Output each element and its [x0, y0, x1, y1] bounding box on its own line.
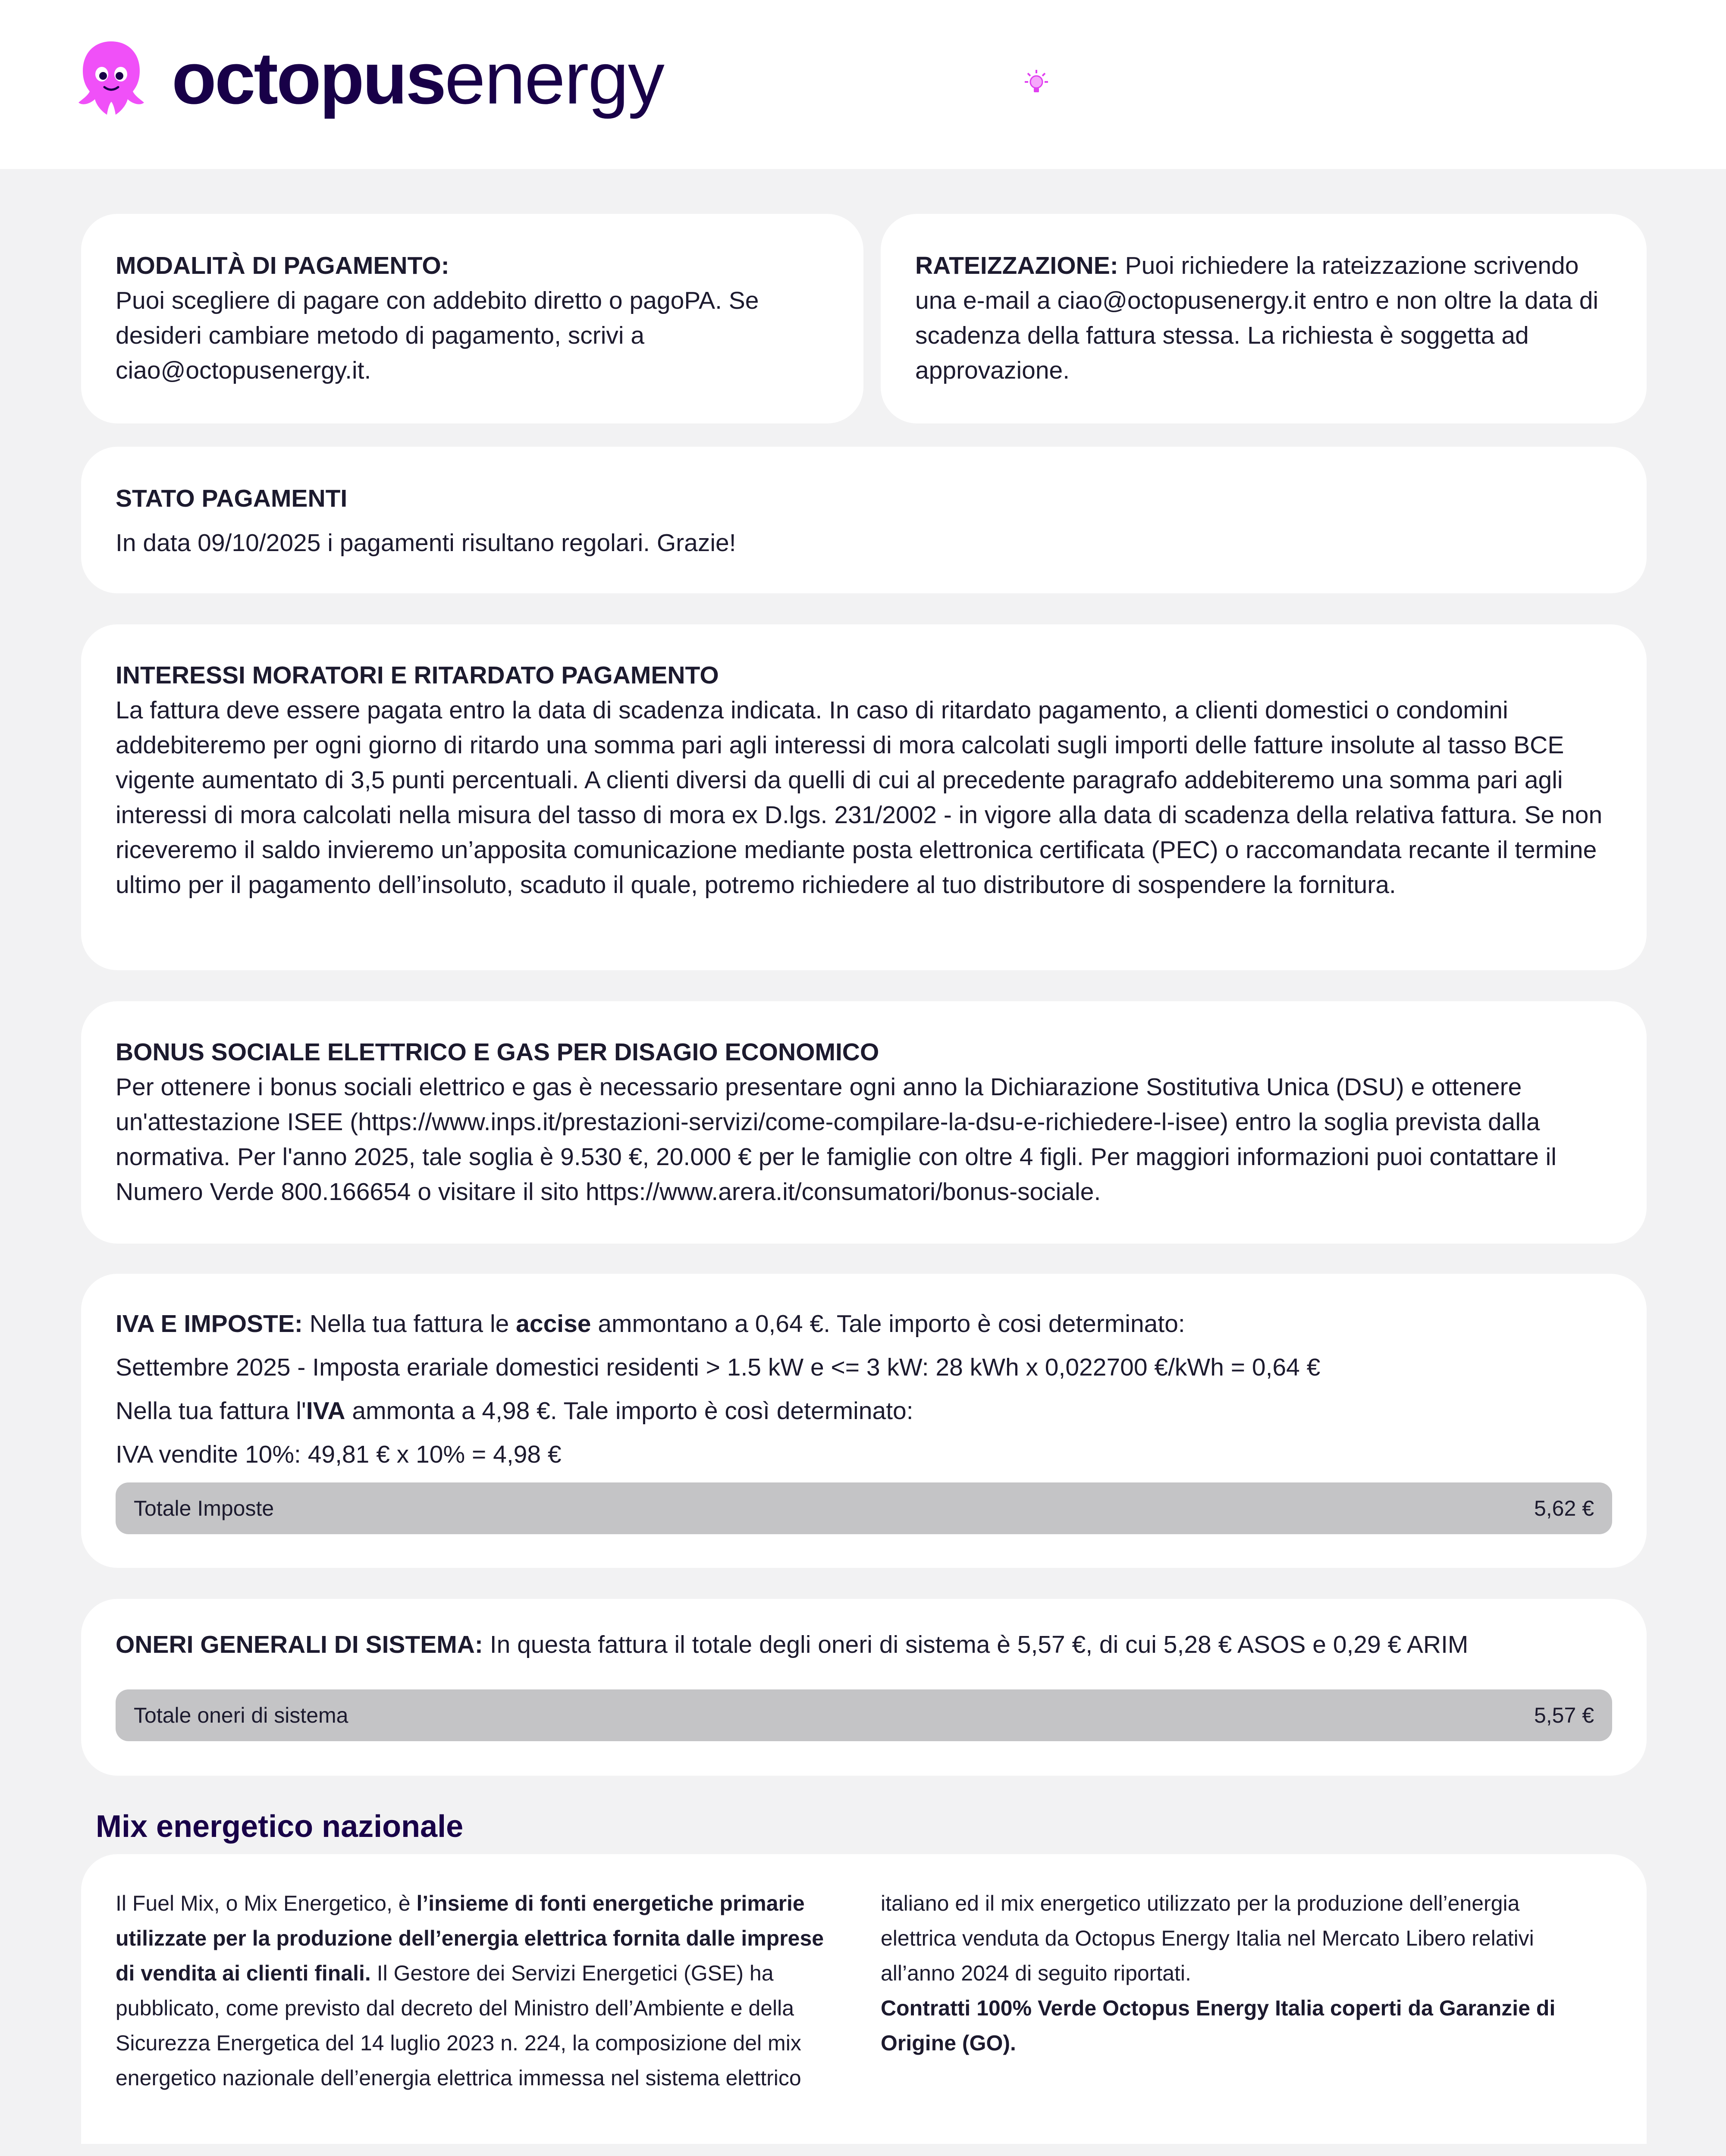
payment-status-card	[81, 447, 1647, 593]
system-charges-total-bar	[116, 1689, 1612, 1741]
late-interest-text: La fattura deve essere pagata entro la data di scadenza indicata. In caso di ritardato pagamento, a clienti domestici o condomini addebiteremo per ogni giorno di ritardo una somma pari agli interessi di mora calcolati sugli importi delle fatture insolute al tasso BCE vigente aumentato di 3,5 punti percentuali. A clienti diversi da quelli di cui al precedente paragrafo addebiteremo una somma pari agli interessi di mora calcolati nella misura del tasso di mora ex D.lgs. 231/2002 - in vigore alla data di scadenza della relativa fattura. Se non riceveremo il saldo invieremo un’apposita comunicazione mediante posta elettronica certificata (PEC) o raccomandata recante il termine ultimo per il pagamento dell’insoluto, scaduto il quale, potremo richiedere al tuo distributore di sospendere la fornitura.	[116, 696, 1603, 899]
social-bonus-card	[81, 1001, 1647, 1244]
system-charges-total-value: 5,57 €	[1534, 1703, 1594, 1727]
taxes-card	[81, 1274, 1647, 1568]
green-contracts-note: Contratti 100% Verde Octopus Energy Italia coperti da Garanzie di Origine (GO).	[881, 1996, 1556, 2055]
system-charges-card	[81, 1599, 1647, 1776]
payment-method-card	[81, 214, 863, 423]
payment-status-heading: STATO PAGAMENTI	[116, 485, 348, 512]
taxes-total-label: Totale Imposte	[134, 1496, 274, 1520]
system-charges-heading: ONERI GENERALI DI SISTEMA:	[116, 1631, 483, 1658]
energy-mix-title: Mix energetico nazionale	[96, 1809, 464, 1844]
taxes-excise-line: IVA E IMPOSTE: Nella tua fattura le accise ammontano a 0,64 €. Tale importo è cosi determinato:	[116, 1310, 1185, 1338]
taxes-vat-line: Nella tua fattura l'IVA ammonta a 4,98 €. Tale importo è così determinato:	[116, 1397, 913, 1425]
late-interest-card	[81, 624, 1647, 970]
taxes-total-value: 5,62 €	[1534, 1496, 1594, 1520]
lightbulb-icon	[1021, 67, 1051, 102]
logo-wordmark: octopusenergy	[172, 38, 664, 119]
taxes-vat-calc: IVA vendite 10%: 49,81 € x 10% = 4,98 €	[116, 1441, 562, 1468]
social-bonus-heading: BONUS SOCIALE ELETTRICO E GAS PER DISAGIO ECONOMICO	[116, 1038, 879, 1066]
social-bonus-text: Per ottenere i bonus sociali elettrico e gas è necessario presentare ogni anno la Dichiarazione Sostitutiva Unica (DSU) e ottenere un'attestazione ISEE (https://www.inps.it/prestazioni-servizi/come-compilare-la-dsu-e-richiedere-l-isee) entro la soglia prevista dalla normativa. Per l'anno 2025, tale soglia è 9.530 €, 20.000 € per le famiglie con oltre 4 figli. Per maggiori informazioni puoi contattare il Numero Verde 800.166654 o visitare il sito https://www.arera.it/consumatori/bonus-sociale.	[116, 1073, 1557, 1206]
installments-card	[881, 214, 1647, 423]
octopus-mascot-icon	[77, 39, 146, 116]
installments-text: Puoi richiedere la rateizzazione scrivendo una e-mail a ciao@octopusenergy.it entro e non oltre la data di scadenza della fattura stessa. La richiesta è soggetta ad approvazione.	[915, 252, 1599, 384]
installments-heading: RATEIZZAZIONE:	[915, 252, 1118, 279]
page-header	[0, 0, 1726, 169]
payment-method-text: Puoi scegliere di pagare con addebito diretto o pagoPA. Se desideri cambiare metodo di pagamento, scrivi a ciao@octopusenergy.it.	[116, 287, 759, 384]
late-interest-heading: INTERESSI MORATORI E RITARDATO PAGAMENTO	[116, 661, 719, 689]
taxes-heading: IVA E IMPOSTE:	[116, 1310, 303, 1338]
energy-mix-column-right: italiano ed il mix energetico utilizzato per la produzione dell’energia elettrica venduta da Octopus Energy Italia nel Mercato Libero relativi all’anno 2024 di seguito riportati. Contratti 100% Verde Octopus Energy Italia coperti da Garanzie di Origine (GO).	[881, 1891, 1556, 2055]
system-charges-total-label: Totale oneri di sistema	[134, 1703, 348, 1727]
energy-mix-column-left: Il Fuel Mix, o Mix Energetico, è l’insieme di fonti energetiche primarie utilizzate per la produzione dell’energia elettrica fornita dalle imprese di vendita ai clienti finali. Il Gestore dei Servizi Energetici (GSE) ha pubblicato, come previsto dal decreto del Ministro dell’Ambiente e della Sicurezza Energetica del 14 luglio 2023 n. 224, la composizione del mix energetico nazionale dell’energia elettrica immessa nel sistema elettrico	[116, 1891, 824, 2090]
taxes-excise-calc: Settembre 2025 - Imposta erariale domestici residenti > 1.5 kW e <= 3 kW: 28 kWh x 0,022700 €/kWh = 0,64 €	[116, 1354, 1321, 1381]
payment-method-heading: MODALITÀ DI PAGAMENTO:	[116, 252, 449, 279]
payment-status-text: In data 09/10/2025 i pagamenti risultano regolari. Grazie!	[116, 529, 736, 557]
system-charges-text: In questa fattura il totale degli oneri di sistema è 5,57 €, di cui 5,28 € ASOS e 0,29 € ARIM	[490, 1631, 1469, 1658]
taxes-total-bar	[116, 1482, 1612, 1534]
energy-mix-card	[81, 1854, 1647, 2144]
